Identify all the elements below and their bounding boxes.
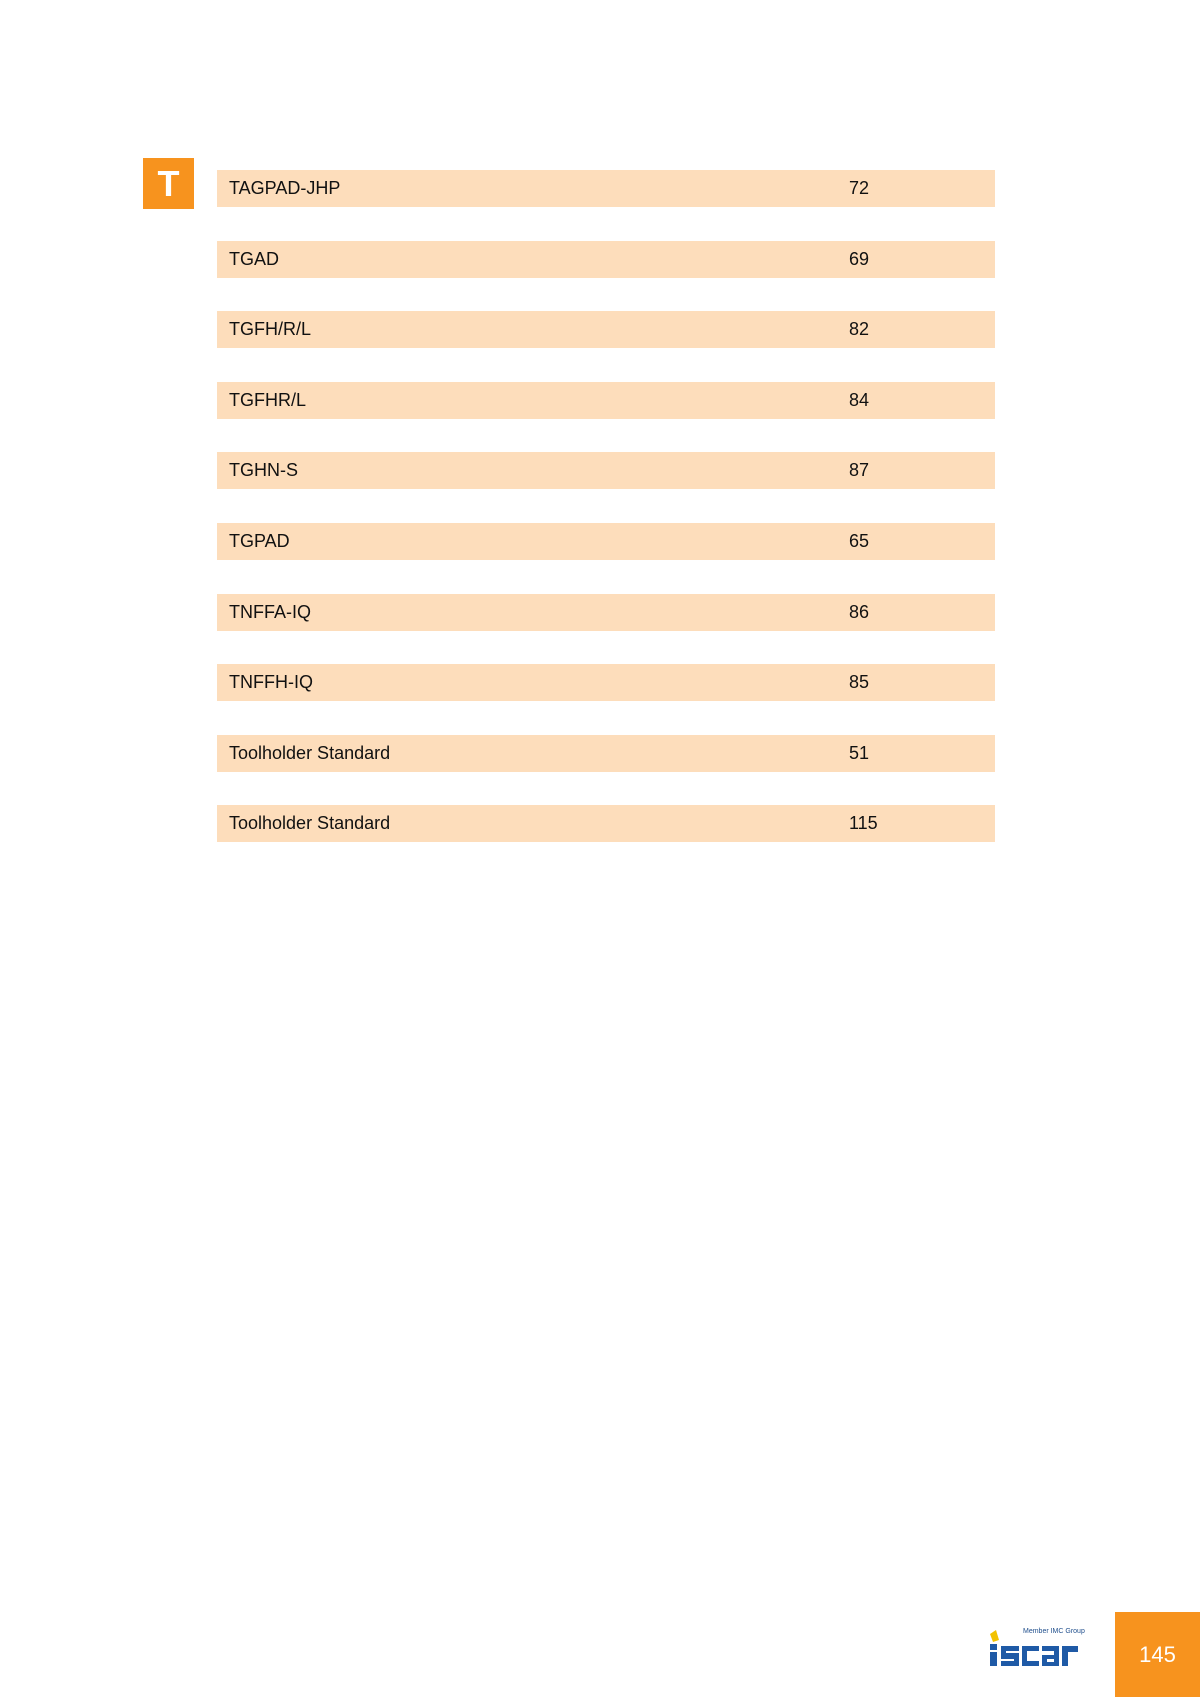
index-entry-page: 51 — [849, 742, 870, 763]
index-row[interactable] — [217, 382, 995, 419]
index-row[interactable] — [217, 664, 995, 701]
index-row[interactable] — [217, 170, 995, 207]
index-row[interactable] — [217, 452, 995, 489]
index-row[interactable] — [217, 594, 995, 631]
index-entry-page: 72 — [849, 178, 870, 198]
index-entry-page: 86 — [849, 601, 870, 622]
index-entry-name: TNFFA-IQ — [229, 601, 311, 622]
index-entry-name: TGAD — [229, 248, 280, 269]
index-entry-page: 84 — [849, 389, 870, 410]
section-letter-tab: T — [143, 158, 194, 209]
index-entry-page: 115 — [849, 813, 878, 834]
index-list — [217, 170, 995, 876]
index-entry-page: 87 — [849, 460, 870, 481]
index-entry-page: 69 — [849, 248, 870, 269]
index-entry-name: Toolholder Standard — [229, 813, 391, 834]
index-row[interactable] — [217, 241, 995, 278]
logo-tagline: Member IMC Group — [1023, 1628, 1085, 1635]
index-row[interactable] — [217, 735, 995, 772]
index-entry-name: Toolholder Standard — [229, 742, 391, 763]
index-row[interactable] — [217, 523, 995, 560]
index-row[interactable] — [217, 311, 995, 348]
iscar-logo — [988, 1628, 1088, 1670]
index-entry-name: TGHN-S — [229, 460, 298, 481]
index-entry-name: TGPAD — [229, 530, 290, 551]
index-entry-page: 85 — [849, 672, 870, 693]
page-number: 145 — [1115, 1612, 1200, 1697]
index-entry-name: TGFH/R/L — [229, 319, 312, 340]
index-row[interactable] — [217, 805, 995, 842]
index-entry-name: TAGPAD-JHP — [229, 178, 341, 198]
index-entry-name: TGFHR/L — [229, 389, 307, 410]
index-entry-name: TNFFH-IQ — [229, 672, 313, 693]
index-entry-page: 65 — [849, 530, 870, 551]
index-entry-page: 82 — [849, 319, 870, 340]
